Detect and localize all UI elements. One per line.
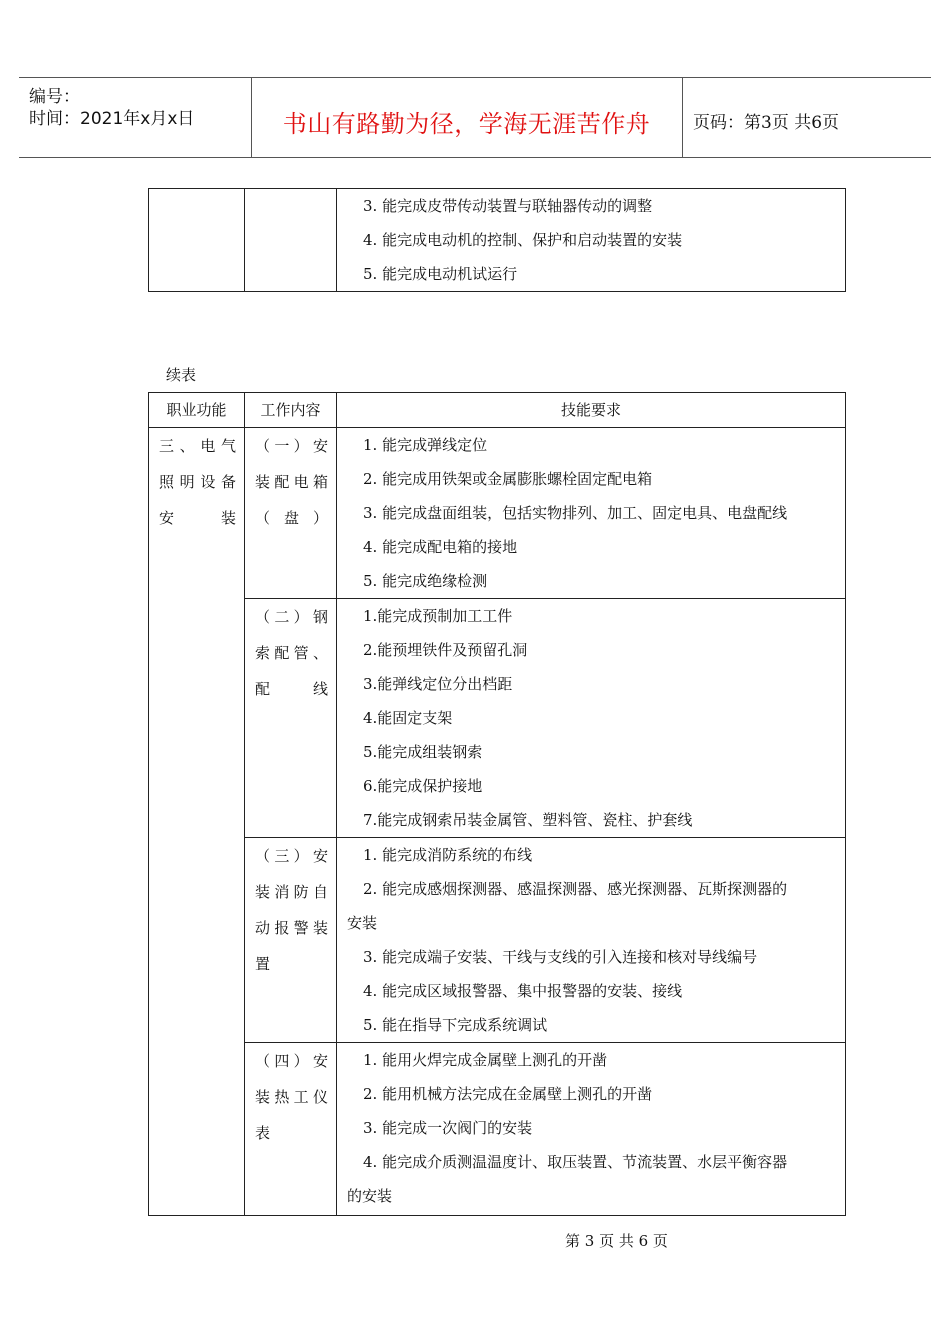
skill-line: 3.能弹线定位分出档距 bbox=[363, 675, 513, 693]
skills-cell bbox=[337, 428, 846, 599]
date-label: 时间：2021年x月x日 bbox=[29, 109, 195, 129]
skill-line: 3. 能完成皮带传动装置与联轴器传动的调整 bbox=[363, 197, 653, 215]
header-motto-cell bbox=[251, 78, 683, 157]
content-line: 配线 bbox=[255, 680, 328, 698]
content-line: 索配管、 bbox=[255, 644, 328, 662]
top-table bbox=[148, 188, 846, 292]
skill-line: 2. 能完成用铁架或金属膨胀螺栓固定配电箱 bbox=[363, 470, 653, 488]
skill-line: 4. 能完成配电箱的接地 bbox=[363, 538, 518, 556]
skill-line: 1. 能完成消防系统的布线 bbox=[363, 846, 533, 864]
page-code: 页码：第3页 共6页 bbox=[693, 113, 840, 133]
skills-cell bbox=[337, 1043, 846, 1216]
content-line: 装热工仪 bbox=[255, 1088, 328, 1106]
skill-line: 4. 能完成区域报警器、集中报警器的安装、接线 bbox=[363, 982, 683, 1000]
header-meta-cell bbox=[19, 78, 252, 157]
top-skills-cell bbox=[337, 189, 846, 292]
content-line: （三）安 bbox=[255, 847, 328, 865]
function-line: 安装 bbox=[159, 509, 236, 527]
header-page-cell bbox=[683, 78, 931, 157]
content-line: 置 bbox=[255, 955, 271, 973]
content-line: （盘） bbox=[255, 509, 328, 527]
document-header bbox=[19, 77, 931, 158]
skill-line: 3. 能完成一次阀门的安装 bbox=[363, 1119, 533, 1137]
skill-line: 4. 能完成电动机的控制、保护和启动装置的安装 bbox=[363, 231, 683, 249]
skill-line: 4. 能完成介质测温温度计、取压装置、节流装置、水层平衡容器 bbox=[363, 1153, 788, 1171]
content-line: （四）安 bbox=[255, 1052, 328, 1070]
skills-cell bbox=[337, 599, 846, 838]
function-line: 照明设备 bbox=[159, 473, 236, 491]
skill-line: 的安装 bbox=[347, 1187, 393, 1205]
header-content: 工作内容 bbox=[245, 393, 337, 428]
skills-table bbox=[148, 392, 846, 1216]
skill-line: 1.能完成预制加工工件 bbox=[363, 607, 513, 625]
skill-line: 4.能固定支架 bbox=[363, 709, 453, 727]
skill-line: 5. 能在指导下完成系统调试 bbox=[363, 1016, 548, 1034]
top-content-cell bbox=[245, 189, 337, 292]
skill-line: 安装 bbox=[347, 914, 378, 932]
continued-label: 续表 bbox=[166, 366, 197, 384]
skill-line: 7.能完成钢索吊装金属管、塑料管、瓷柱、护套线 bbox=[363, 811, 693, 829]
skill-line: 1. 能用火焊完成金属壁上测孔的开凿 bbox=[363, 1051, 608, 1069]
skill-line: 3. 能完成端子安装、干线与支线的引入连接和核对导线编号 bbox=[363, 948, 758, 966]
content-cell bbox=[245, 599, 337, 838]
top-function-cell bbox=[149, 189, 245, 292]
content-line: 装消防自 bbox=[255, 883, 328, 901]
content-line: 动报警装 bbox=[255, 919, 328, 937]
skill-line: 6.能完成保护接地 bbox=[363, 777, 483, 795]
content-line: 表 bbox=[255, 1124, 271, 1142]
content-cell bbox=[245, 1043, 337, 1216]
function-line: 三、电气 bbox=[159, 437, 236, 455]
page-footer: 第 3 页 共 6 页 bbox=[565, 1232, 668, 1250]
content-line: （一）安 bbox=[255, 437, 328, 455]
skills-cell bbox=[337, 838, 846, 1043]
function-cell bbox=[149, 428, 245, 1216]
content-line: （二）钢 bbox=[255, 608, 328, 626]
skill-line: 5. 能完成绝缘检测 bbox=[363, 572, 488, 590]
skill-line: 1. 能完成弹线定位 bbox=[363, 436, 488, 454]
content-cell bbox=[245, 838, 337, 1043]
header-skills: 技能要求 bbox=[337, 393, 846, 428]
content-cell bbox=[245, 428, 337, 599]
motto-text: 书山有路勤为径，学海无涯苦作舟 bbox=[282, 110, 651, 138]
skill-line: 2.能预埋铁件及预留孔洞 bbox=[363, 641, 528, 659]
header-function: 职业功能 bbox=[149, 393, 245, 428]
skill-line: 3. 能完成盘面组装，包括实物排列、加工、固定电具、电盘配线 bbox=[363, 504, 788, 522]
skill-line: 2. 能完成感烟探测器、感温探测器、感光探测器、瓦斯探测器的 bbox=[363, 880, 788, 898]
skill-line: 5. 能完成电动机试运行 bbox=[363, 265, 518, 283]
skill-line: 2. 能用机械方法完成在金属壁上测孔的开凿 bbox=[363, 1085, 653, 1103]
serial-number-label: 编号： bbox=[29, 87, 80, 107]
content-line: 装配电箱 bbox=[255, 473, 328, 491]
skill-line: 5.能完成组装钢索 bbox=[363, 743, 483, 761]
